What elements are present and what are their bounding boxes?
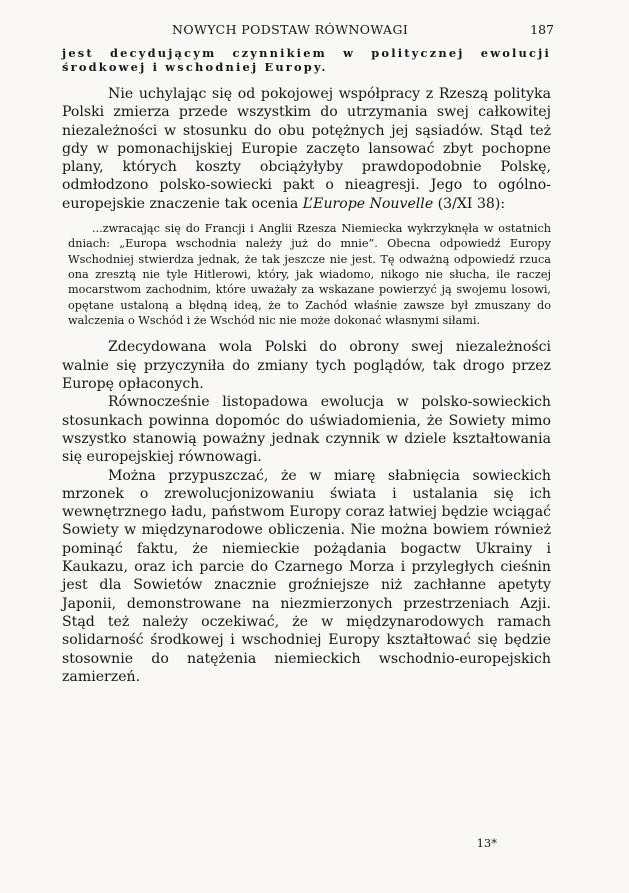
page-number: 187 bbox=[530, 22, 554, 37]
paragraph-continuation: jest decydującym czynnikiem w politycznej ewolucji środkowej i wschodniej Europy. bbox=[62, 46, 551, 74]
running-head: NOWYCH PODSTAW RÓWNOWAGI bbox=[172, 22, 409, 37]
paragraph-text: (3/XI 38): bbox=[433, 195, 506, 212]
paragraph-text: Nie uchylając się od pokojowej współpracy z Rzeszą polityka Polski zmierza przede wszystkim do utrzymania swej całkowitej niezależności w stosunku do obu potężnych jej sąsiadów. Stąd też gdy w pomonachijskiej Europie zaczęto lansować zbyt pochopne plany, których koszty obciążyłyby prawdopodobnie Polskę, odmłodzono polsko-sowiecki pakt o nieagresji. Jego to ogólno-europejskie znaczenie tak ocenia bbox=[62, 86, 551, 212]
paragraph-soviet-outlook: Można przypuszczać, że w miarę słabnięcia sowieckich mrzonek o zrewolucjonizowaniu świata i ustalania się ich wewnętrznego ładu, państwom Europy coraz łatwiej będzie wciągać Sowiety w międzynarodowe obliczenia. Nie można bowiem również pominąć faktu, że niemieckie pożądania bogactw Ukrainy i Kaukazu, oraz ich parcie do Czarnego Morza i przyległych cieśnin jest dla Sowietów znacznie groźniejsze niż zachłanne apetyty Japonii, demonstrowane na niezmierzonych przestrzeniach Azji. Stąd też należy oczekiwać, że w międzynarodowych ramach solidarność środkowej i wschodniej Europy kształtować się będzie stosownie do natężenia niemieckich wschodnio-europejskich zamierzeń. bbox=[62, 467, 551, 685]
page-body bbox=[62, 46, 551, 686]
paragraph-polish-will: Zdecydowana wola Polski do obrony swej niezależności walnie się przyczyniła do zmiany tych poglądów, tak drogo przez Europę opłaconych. bbox=[62, 339, 551, 393]
paragraph-polish-policy bbox=[62, 85, 551, 213]
page-header bbox=[62, 20, 562, 40]
paragraph-november-evolution: Równocześnie listopadowa ewolucja w polsko-sowieckich stosunkach powinna dopomóc do uświadomienia, że Sowiety mimo wszystko stanowią poważny jednak czynnik w dziele kształtowania się europejskiej równowagi. bbox=[62, 394, 551, 466]
printer-signature: 13* bbox=[476, 836, 497, 850]
source-title: L’Europe Nouvelle bbox=[302, 195, 434, 212]
block-quote: ...zwracając się do Francji i Anglii Rzesza Niemiecka wykrzyknęła w ostatnich dniach: „Europa wschodnia należy już do mnie”. Obecna odpowiedź Europy Wschodniej stwierdza jednak, że tak jeszcze nie jest. Tę odważną odpowiedź rzuca ona zresztą nie tyle Hitlerowi, który, jak wiadomo, nikogo nie słucha, ile raczej mocarstwom zachodnim, które uważały za wskazane powierzyć ją swojemu losowi, opętane ustaloną a błędną ideą, że to Zachód właśnie zawsze był zmuszany do walczenia o Wschód i że Wschód nic nie może dokonać własnymi siłami. bbox=[68, 222, 551, 328]
